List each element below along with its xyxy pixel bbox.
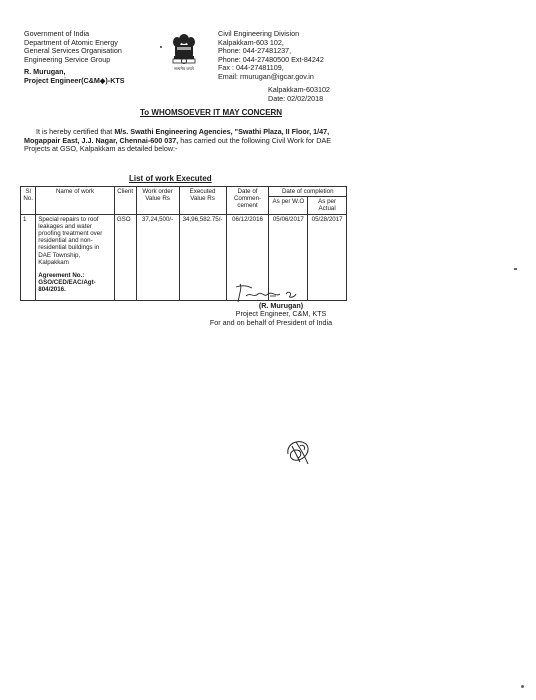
body-tail: has carried out the following Civil Work for DAE Projects at GSO, Kalpakkam as detailed below:-: [24, 135, 332, 154]
agreement-label: Agreement No.:: [38, 272, 85, 280]
col-completion: Date of completion: [269, 187, 347, 197]
national-emblem-icon: [166, 30, 202, 74]
table-header-row: [21, 187, 347, 197]
agreement-number: GSO/CED/EAC/Agt-804/2016.: [38, 279, 96, 294]
signature-block: [196, 302, 346, 327]
speck: [521, 685, 524, 688]
cell-executed: 34,96,582.75/-: [179, 214, 226, 300]
col-sl: Sl No.: [21, 187, 36, 215]
office-line: Phone: 044-27481237,: [218, 46, 292, 56]
table-title: List of work Executed: [129, 174, 212, 183]
col-as-per-wo: As per W.O: [269, 197, 308, 214]
office-block: [218, 30, 324, 82]
col-as-per-actual: As per Actual: [308, 197, 347, 214]
office-line: Civil Engineering Division: [218, 29, 300, 38]
office-line: Kalpakkam-603 102,: [218, 37, 284, 47]
col-commencement: Date of Commen-cement: [226, 187, 269, 215]
speck: [514, 268, 517, 270]
cell-work-order: 37,24,500/-: [136, 214, 179, 300]
signatory-behalf: For and on behalf of President of India: [209, 317, 333, 327]
office-line: Email: rmurugan@igcar.gov.in: [218, 71, 314, 81]
emblem-caption: सत्यमेव जयते: [174, 66, 194, 71]
sender-line: Government of India: [24, 29, 90, 38]
body-lead: It is hereby certified that: [36, 127, 113, 136]
sender-line: Department of Atomic Energy: [24, 37, 118, 47]
col-client: Client: [114, 187, 136, 215]
sender-line: General Services Organisation: [24, 46, 122, 56]
col-work-order: Work order Value Rs: [136, 187, 179, 215]
cell-as-per-wo: 05/06/2017: [269, 214, 308, 300]
concern-heading: To WHOMSOEVER IT MAY CONCERN: [140, 108, 283, 117]
sender-block: [24, 30, 125, 86]
sender-name: R. Murugan,: [24, 67, 66, 77]
speck: [160, 46, 162, 48]
col-name: Name of work: [36, 187, 115, 215]
work-description: Special repairs to roof leakages and water proofing treatment over residential and non-residential buildings in DAE Township, Kalpakkam: [38, 215, 103, 266]
handwritten-initials: [280, 434, 316, 468]
cell-client: GSO: [114, 214, 136, 300]
sender-line: Engineering Service Group: [24, 54, 111, 64]
date: Date: 02/02/2018: [268, 93, 324, 103]
office-line: Fax : 044-27481109,: [218, 63, 284, 73]
cell-commencement: 06/12/2016: [226, 214, 269, 300]
place-date: [268, 86, 330, 103]
cell-sl: 1: [21, 214, 36, 300]
signatory-name: (R. Murugan): [258, 301, 304, 310]
cell-as-per-actual: 05/28/2017: [308, 214, 347, 300]
certificate-paragraph: [24, 128, 354, 154]
sender-designation: Project Engineer(C&M◆)-KTS: [24, 75, 125, 85]
col-executed: Executed Value Rs: [179, 187, 226, 215]
signatory-designation: Project Engineer, C&M, KTS: [235, 309, 327, 319]
office-line: Phone: 044-27480500 Ext-84242: [218, 54, 324, 64]
place: Kalpakkam-603102: [268, 85, 330, 94]
cell-name: [36, 214, 115, 300]
firm-name: M/s. Swathi Engineering Agencies, "Swathi Plaza, II Floor, 1/47, Mogappair East, J.J. Nagar, Chennai-600 037,: [24, 127, 330, 145]
